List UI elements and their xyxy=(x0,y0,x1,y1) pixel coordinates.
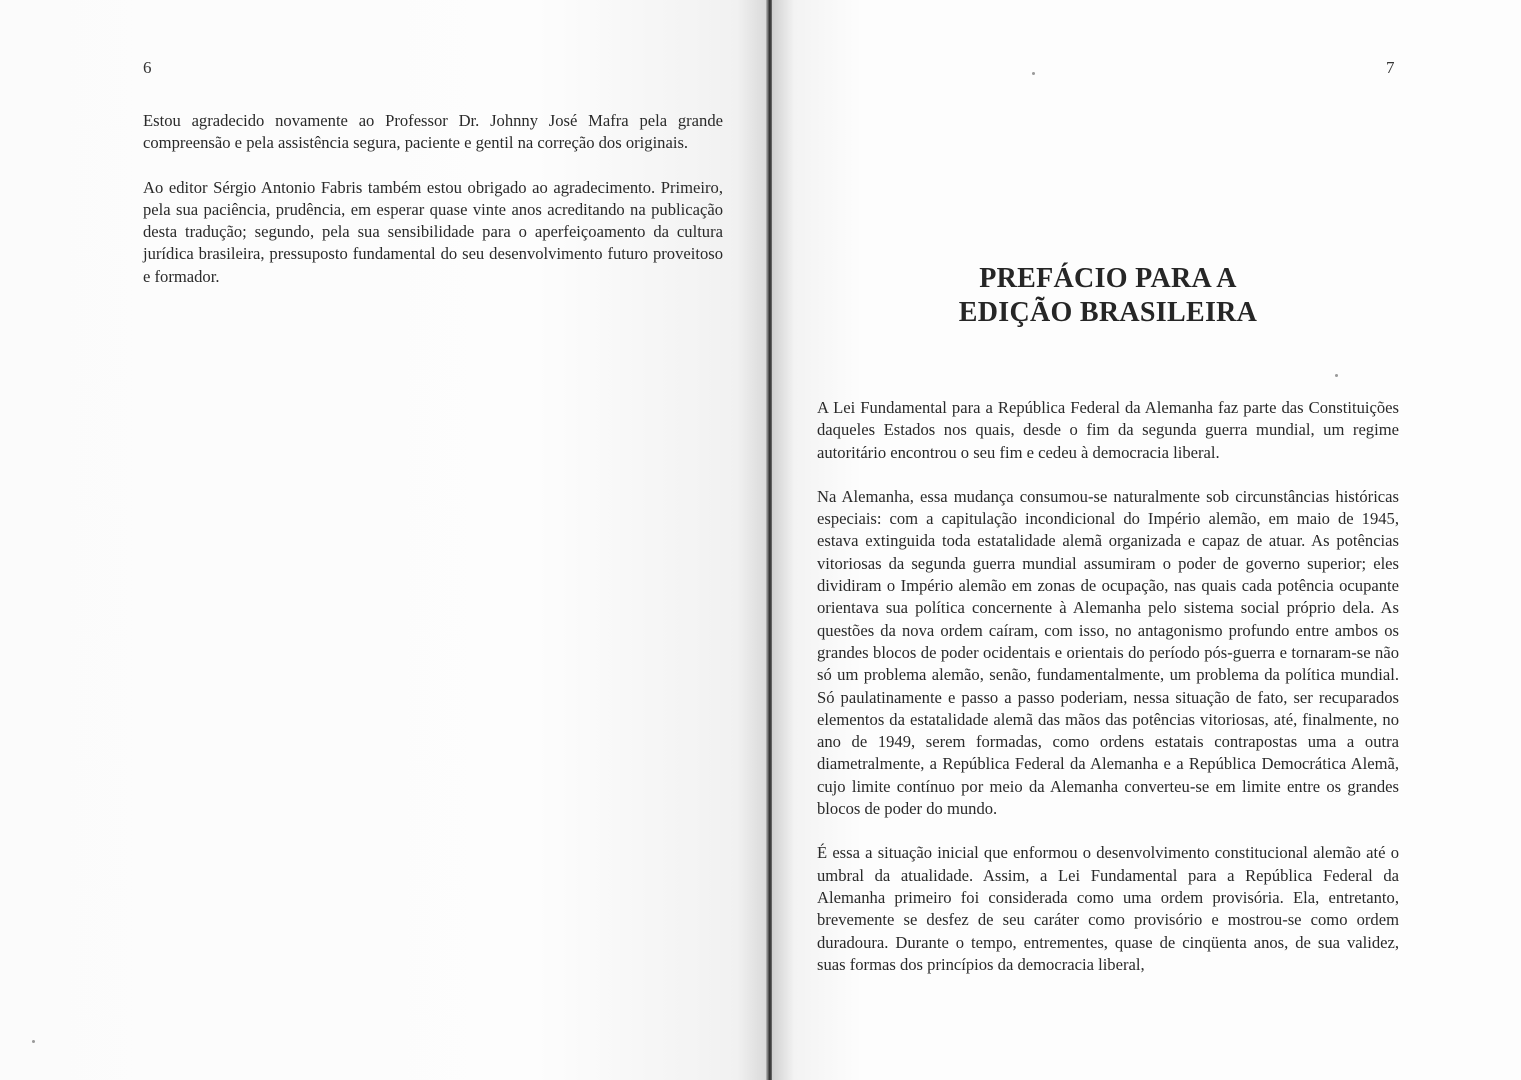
heading-line: PREFÁCIO PARA A xyxy=(979,263,1237,294)
right-page xyxy=(772,0,1521,1080)
paragraph: Estou agradecido novamente ao Professor Dr. Johnny José Mafra pela grande compreensão e pela assistência segura, paciente e gentil na correção dos originais. xyxy=(143,111,723,153)
right-page-body xyxy=(817,397,1399,998)
paragraph: Na Alemanha, essa mudança consumou-se naturalmente sob circunstâncias históricas especiais: com a capitulação incondicional do Império alemão, em maio de 1945, estava extinguida toda estatalidade alemã organizada e capaz de atuar. As potências vitoriosas da segunda guerra mundial assumiram o poder de governo superior; eles dividiram o Império alemão em zonas de ocupação, nas quais cada potência ocupante orientava sua política concernente à Alemanha pelo sistema social próprio dela. As questões da nova ordem caíram, com isso, no antagonismo profundo entre ambos os grandes blocos de poder ocidentais e orientais do período pós-guerra e tornaram-se não só um problema alemão, senão, fundamentalmente, um problema da política mundial. Só paulatinamente e passo a passo poderiam, nessa situação de fato, ser recuparados elementos da estatalidade alemã das mãos das potências vitoriosas, até, finalmente, no ano de 1949, serem formadas, como ordens estatais contrapostas uma a outra diametralmente, a República Federal da Alemanha e a República Democrática Alemã, cujo limite contínuo por meio da Alemanha converteu-se em limite entre os grandes blocos de poder do mundo. xyxy=(817,486,1399,819)
heading-line: EDIÇÃO BRASILEIRA xyxy=(958,297,1258,328)
paragraph: A Lei Fundamental para a República Federal da Alemanha faz parte das Constituições daqueles Estados nos quais, desde o fim da segunda guerra mundial, um regime autoritário encontrou o seu fim e cedeu à democracia liberal. xyxy=(817,398,1399,462)
paper-speck xyxy=(32,1040,35,1043)
page-number-left: 6 xyxy=(143,58,152,77)
paragraph: É essa a situação inicial que enformou o desenvolvimento constitucional alemão até o umbral da atualidade. Assim, a Lei Fundamental para a República Federal da Alemanha primeiro foi considerada como uma ordem provisória. Ela, entretanto, brevemente se desfez de seu caráter como provisório e mostrou-se como ordem duradoura. Durante o tempo, entrementes, quase de cinqüenta anos, de sua validez, suas formas dos princípios da democracia liberal, xyxy=(817,843,1399,974)
chapter-heading xyxy=(817,262,1399,330)
paper-speck xyxy=(1335,374,1338,377)
paper-speck xyxy=(1032,72,1035,75)
paragraph: Ao editor Sérgio Antonio Fabris também estou obrigado ao agradecimento. Primeiro, pela sua paciência, prudência, em esperar quase vinte anos acreditando na publicação desta tradução; segundo, pela sua sensibilidade para o aperfeiçoamento da cultura jurídica brasileira, pressuposto fundamental do seu desenvolvimento futuro proveitoso e formador. xyxy=(143,177,723,286)
left-page-body xyxy=(143,110,723,310)
page-number-right: 7 xyxy=(1386,58,1395,77)
